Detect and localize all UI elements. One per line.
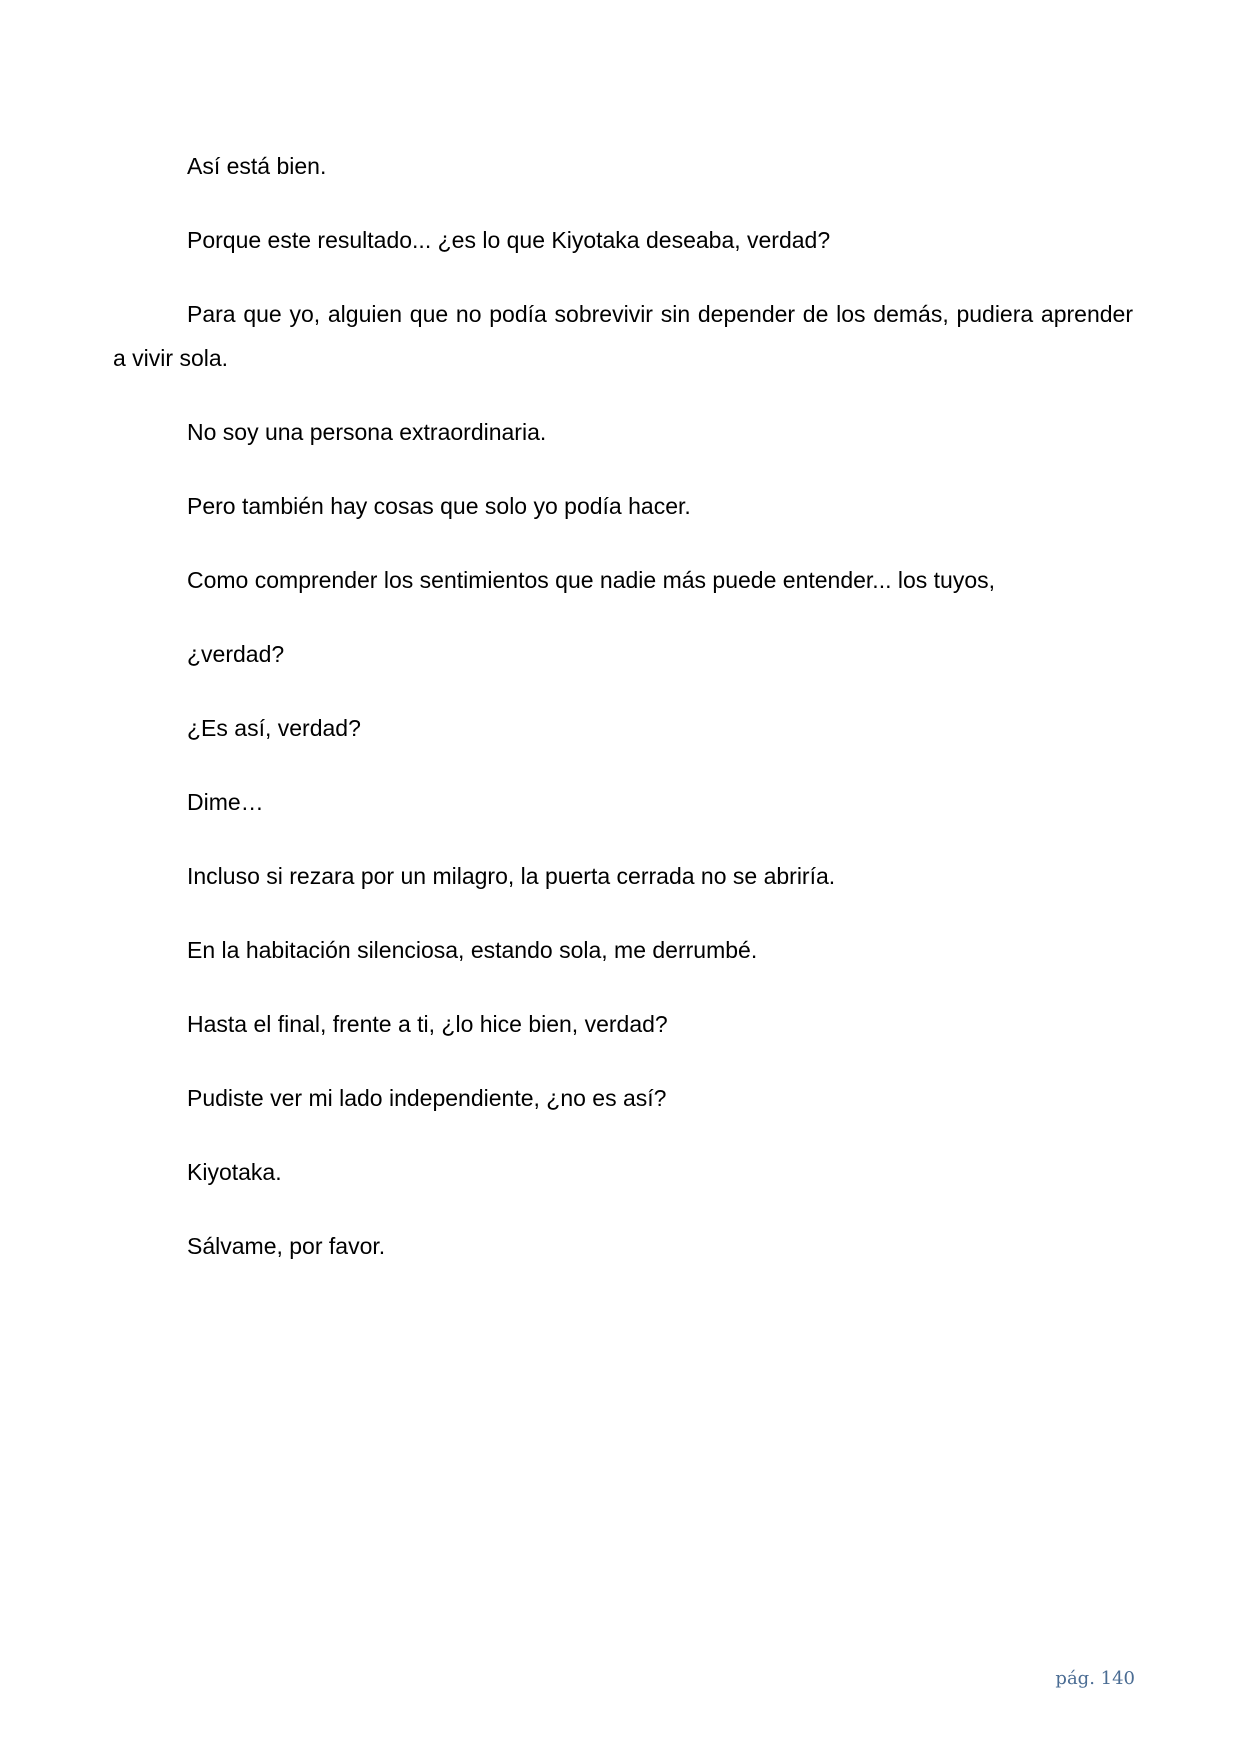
paragraph: Así está bien. [187, 153, 327, 179]
paragraph: Hasta el final, frente a ti, ¿lo hice bien, verdad? [187, 1011, 668, 1037]
paragraph: ¿verdad? [187, 641, 285, 667]
paragraph: Como comprender los sentimientos que nadie más puede entender... los tuyos, [187, 567, 996, 593]
paragraph: Pudiste ver mi lado independiente, ¿no es así? [187, 1085, 667, 1111]
paragraph: Pero también hay cosas que solo yo podía hacer. [187, 493, 691, 519]
paragraph: Porque este resultado... ¿es lo que Kiyotaka deseaba, verdad? [187, 227, 831, 253]
paragraph: En la habitación silenciosa, estando sola, me derrumbé. [187, 937, 758, 963]
paragraph: Dime… [187, 789, 264, 815]
paragraph: Sálvame, por favor. [187, 1233, 386, 1259]
paragraph: ¿Es así, verdad? [187, 715, 361, 741]
page-number: pág. 140 [1055, 1668, 1135, 1689]
text-body [113, 144, 1133, 1298]
paragraph: Para que yo, alguien que no podía sobrevivir sin depender de los demás, pudiera aprender a vivir sola. [113, 301, 1133, 371]
paragraph: Incluso si rezara por un milagro, la puerta cerrada no se abriría. [187, 863, 836, 889]
paragraph: No soy una persona extraordinaria. [187, 419, 547, 445]
paragraph: Kiyotaka. [187, 1159, 282, 1185]
